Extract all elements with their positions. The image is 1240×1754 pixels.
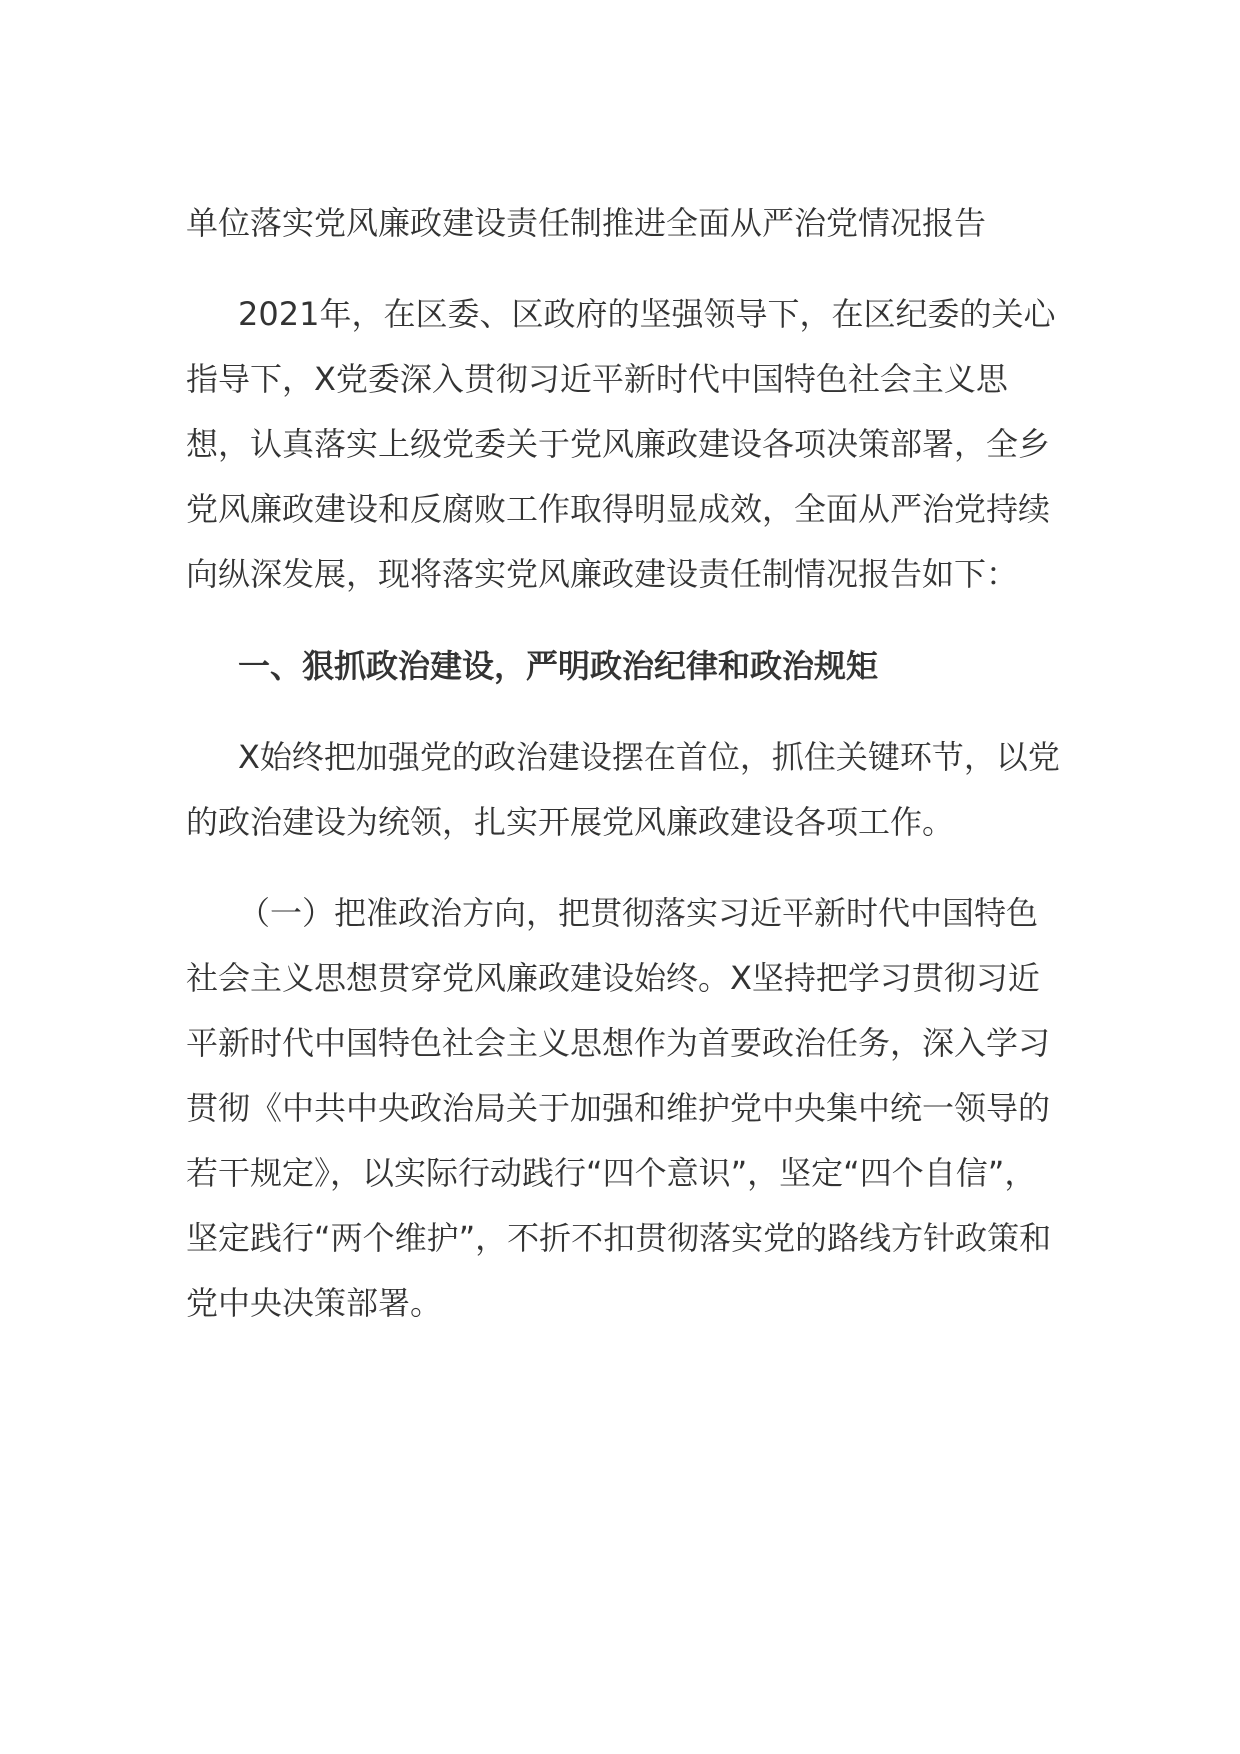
subsection-1-paragraph: （一）把准政治方向，把贯彻落实习近平新时代中国特色社会主义思想贯穿党风廉政建设始终。X坚持把学习贯彻习近平新时代中国特色社会主义思想作为首要政治任务，深入学习贯彻《中共中央政治局关于加强和维护党中央集中统一领导的若干规定》，以实际行动践行“四个意识”，坚定“四个自信”，坚定践行“两个维护”，不折不扣贯彻落实党的路线方针政策和党中央决策部署。 — [186, 894, 1052, 1322]
intro-paragraph: 2021年，在区委、区政府的坚强领导下，在区纪委的关心指导下，X党委深入贯彻习近平新时代中国特色社会主义思想，认真落实上级党委关于党风廉政建设各项决策部署，全乡党风廉政建设和反腐败工作取得明显成效，全面从严治党持续向纵深发展，现将落实党风廉政建设责任制情况报告如下： — [186, 295, 1056, 593]
section-heading-1: 一、狠抓政治建设，严明政治纪律和政治规矩 — [238, 647, 879, 685]
document-body — [186, 190, 1066, 1362]
section-1-paragraph: X始终把加强党的政治建设摆在首位，抓住关键环节，以党的政治建设为统领，扎实开展党风廉政建设各项工作。 — [186, 738, 1060, 841]
document-title: 单位落实党风廉政建设责任制推进全面从严治党情况报告 — [186, 204, 987, 242]
